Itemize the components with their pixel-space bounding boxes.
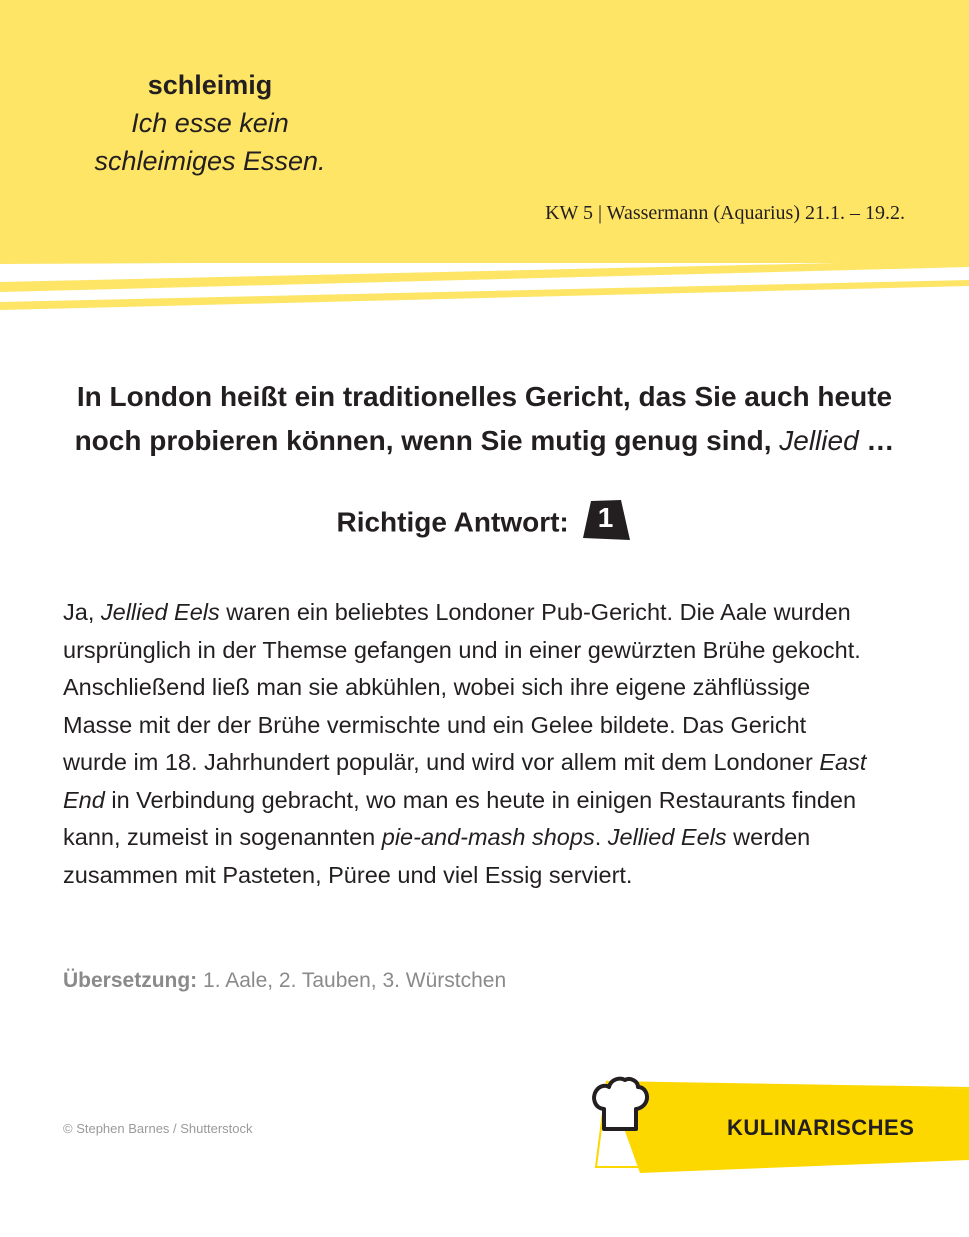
category-banner bbox=[590, 1075, 969, 1185]
answer-label: Richtige Antwort: bbox=[336, 506, 569, 538]
chef-hat-icon bbox=[590, 1075, 650, 1133]
translation-line bbox=[63, 969, 506, 993]
question-line2 bbox=[40, 419, 929, 463]
translation-label: Übersetzung: bbox=[63, 969, 198, 992]
example-sentence-line2: schleimiges Essen. bbox=[94, 146, 326, 176]
translation-text: 1. Aale, 2. Tauben, 3. Würstchen bbox=[197, 969, 507, 992]
question-text bbox=[40, 375, 929, 463]
question-line2-prefix: noch probieren können, wenn Sie mutig genug sind, bbox=[74, 425, 780, 456]
answer-number: 1 bbox=[597, 502, 614, 533]
week-label: KW 5 | Wassermann (Aquarius) 21.1. – 19.2. bbox=[545, 202, 905, 224]
explanation-italic: Jellied Eels bbox=[607, 824, 727, 850]
explanation-text: werden zusammen mit Pasteten, Püree und viel Essig serviert. bbox=[63, 824, 811, 888]
question-line1: In London heißt ein traditionelles Gericht, das Sie auch heute bbox=[76, 381, 893, 412]
explanation-text: Ja, bbox=[63, 599, 101, 625]
question-line2-suffix: … bbox=[858, 425, 895, 456]
explanation-paragraph bbox=[63, 594, 873, 894]
photo-credit: © Stephen Barnes / Shutterstock bbox=[63, 1121, 253, 1136]
explanation-italic: pie-and-mash shops bbox=[381, 824, 595, 850]
category-label: KULINARISCHES bbox=[727, 1115, 915, 1140]
question-line2-italic: Jellied bbox=[779, 425, 859, 456]
correct-answer bbox=[0, 502, 969, 542]
explanation-italic: East End bbox=[63, 749, 867, 813]
example-sentence-line1: Ich esse kein bbox=[131, 108, 289, 138]
decorative-stripes bbox=[0, 250, 969, 320]
explanation-text: . bbox=[594, 824, 608, 850]
explanation-italic: Jellied Eels bbox=[100, 599, 220, 625]
vocabulary-word: schleimig bbox=[147, 70, 273, 100]
explanation-text: waren ein beliebtes Londoner Pub-Gericht. Die Aale wurden ursprünglich in der Themse gefangen und in einer gewürzten Brühe gekocht. Anschließend ließ man sie abkühlen, wobei sich ihre eigene zähflüssige Masse mit der der Brühe vermischte und ein Gelee bildete. Das Gericht wurde im 18. Jahrhundert populär, und wird vor allem mit dem Londoner bbox=[63, 599, 861, 775]
answer-number-badge bbox=[583, 500, 633, 542]
vocabulary-block bbox=[60, 66, 360, 180]
explanation-text: in Verbindung gebracht, wo man es heute in einigen Restaurants finden kann, zumeist in sogenannten bbox=[63, 786, 857, 850]
